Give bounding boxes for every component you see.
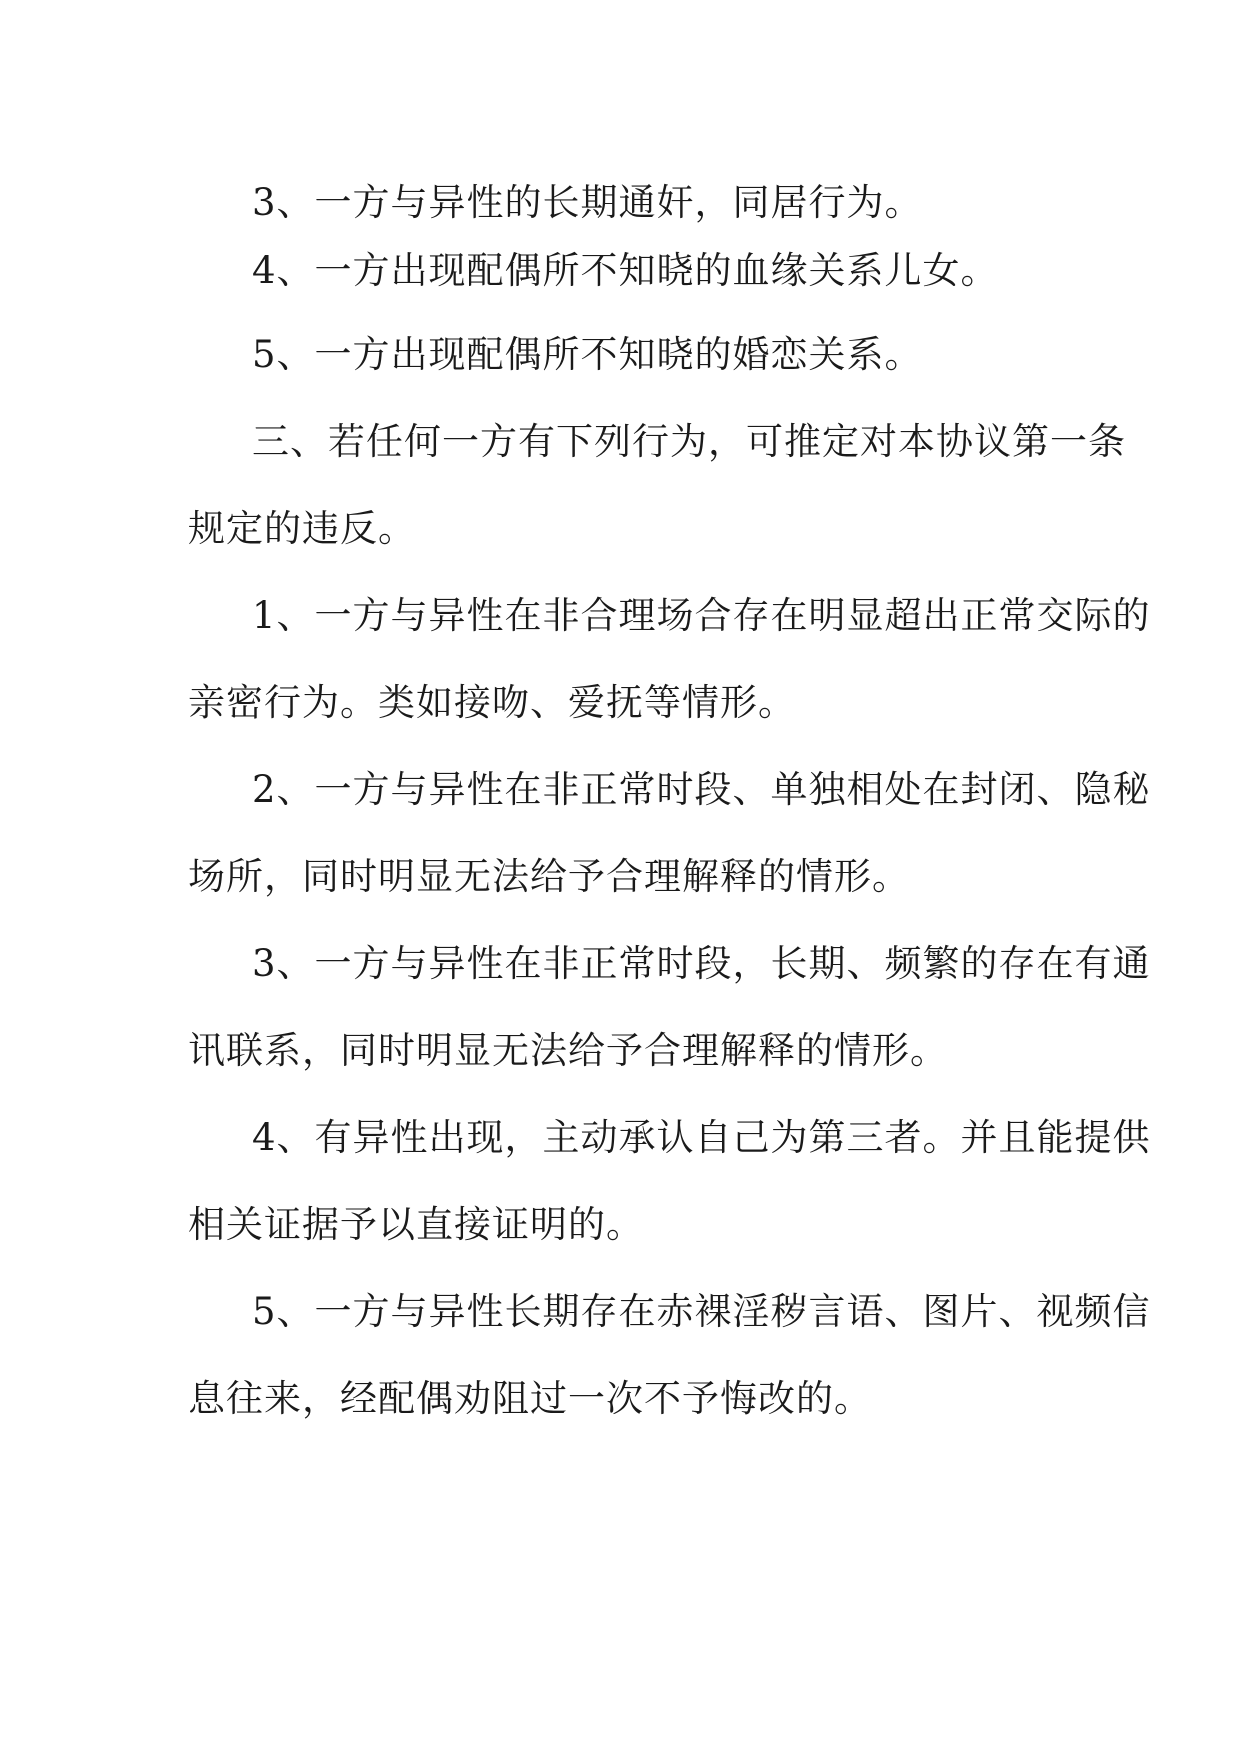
clause-4-line: 4、一方出现配偶所不知晓的血缘关系儿女。: [252, 249, 999, 292]
clause-5-line: 5、一方出现配偶所不知晓的婚恋关系。: [252, 333, 923, 376]
item-5-line-2: 息往来，经配偶劝阻过一次不予悔改的。: [188, 1377, 872, 1420]
item-4-line-2: 相关证据予以直接证明的。: [188, 1203, 644, 1246]
item-1-line-1: 1、一方与异性在非合理场合存在明显超出正常交际的: [252, 594, 1151, 637]
clause-3-line: 3、一方与异性的长期通奸，同居行为。: [252, 181, 923, 224]
item-5-line-1: 5、一方与异性长期存在赤裸淫秽言语、图片、视频信: [252, 1290, 1151, 1333]
section-three-heading-line-1: 三、若任何一方有下列行为，可推定对本协议第一条: [252, 420, 1126, 463]
item-2-line-2: 场所，同时明显无法给予合理解释的情形。: [188, 855, 910, 898]
item-2-line-1: 2、一方与异性在非正常时段、单独相处在封闭、隐秘: [252, 768, 1151, 811]
item-4-line-1: 4、有异性出现，主动承认自己为第三者。并且能提供: [252, 1116, 1151, 1159]
item-3-line-1: 3、一方与异性在非正常时段，长期、频繁的存在有通: [252, 942, 1151, 985]
item-1-line-2: 亲密行为。类如接吻、爱抚等情形。: [188, 681, 796, 724]
item-3-line-2: 讯联系，同时明显无法给予合理解释的情形。: [188, 1029, 948, 1072]
section-three-heading-line-2: 规定的违反。: [188, 507, 416, 550]
